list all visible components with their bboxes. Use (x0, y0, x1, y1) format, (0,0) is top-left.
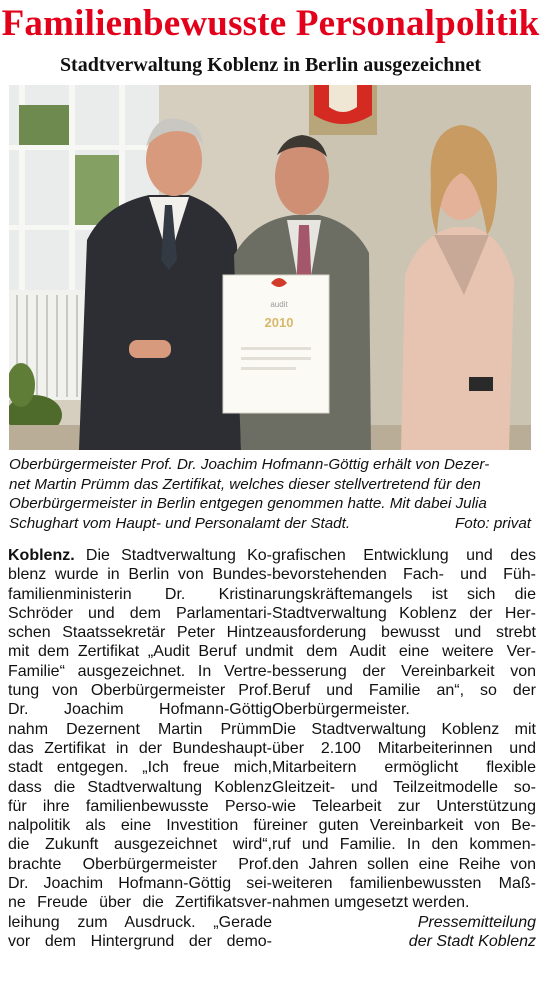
article-line: nahm Dezernent Martin Prümm (8, 720, 272, 738)
photo-credit: Foto: privat (455, 514, 531, 532)
article-line: stadt entgegen. „Ich freue mich, (8, 759, 272, 777)
article-line: den Jahren sollen eine Reihe von (272, 855, 536, 873)
headline: Familienbewusste Personalpolitik (1, 3, 540, 44)
article-line: Oberbürgermeister. (272, 701, 410, 719)
caption-line: Schughart vom Haupt- und Personalamt der Stadt. (9, 514, 351, 532)
subheadline: Stadtverwaltung Koblenz in Berlin ausgezeichnet (59, 54, 482, 76)
article-line: vor dem Hintergrund der demo- (8, 932, 272, 950)
article-line: nahmen umgesetzt werden. (272, 894, 470, 912)
article-line: bevorstehenden Fach- und Füh- (272, 566, 536, 584)
article-line: ne Freude über die Zertifikatsver- (8, 894, 272, 912)
article-line: Dr. Joachim Hofmann-Göttig sei- (8, 875, 272, 893)
article-line: dass die Stadtverwaltung Koblenz (8, 778, 272, 796)
article-line: rungskräftemangels ist sich die (272, 585, 536, 603)
article-line: ausforderung bewusst und strebt (272, 624, 536, 642)
article-line: Dr. Joachim Hofmann-Göttig (8, 701, 272, 719)
article-line: familienministerin Dr. Kristina (8, 585, 272, 603)
article-line: für ihre familienbewusste Perso- (8, 797, 272, 815)
article-line: Gleitzeit- und Teilzeitmodelle so- (272, 778, 536, 796)
caption-line: net Martin Prümm das Zertifikat, welches dieser stellvertretend für den (9, 475, 481, 493)
article-line: wie Telearbeit zur Unterstützung (272, 797, 536, 815)
article-line: das Zertifikat in der Bundeshaupt- (8, 739, 272, 757)
article-line: tung von Oberbürgermeister Prof. (8, 682, 272, 700)
photo (9, 85, 531, 450)
article-line: besserung der Vereinbarkeit von (272, 662, 536, 680)
article-line: blenz wurde in Berlin von Bundes- (8, 566, 272, 584)
article-line (8, 546, 272, 565)
article-line: grafischen Entwicklung und des (272, 547, 536, 564)
dateline: Koblenz. (8, 547, 75, 564)
press-signature: der Stadt Koblenz (408, 932, 536, 950)
caption-credit-line (9, 514, 531, 534)
article-text: Die Stadtverwaltung Ko- (74, 547, 272, 564)
article-line: Familie“ ausgezeichnet. In Vertre- (8, 662, 272, 680)
article-line: Stadtverwaltung Koblenz der Her- (272, 604, 536, 622)
article-line: Die Stadtverwaltung Koblenz mit (272, 720, 536, 738)
caption-line: Oberbürgermeister in Berlin entgegen genommen hatte. Mit dabei Julia (9, 495, 487, 512)
article-line: ruf und Familie. In den kommen- (272, 836, 536, 854)
article-line: leihung zum Ausdruck. „Gerade (8, 913, 272, 931)
photo-illustration (9, 85, 531, 450)
article-line: weiteren familienbewussten Maß- (272, 875, 536, 893)
article-line: brachte Oberbürgermeister Prof. (8, 855, 272, 873)
press-signature: Pressemitteilung (417, 913, 536, 931)
article-line: einer guten Vereinbarkeit von Be- (272, 817, 536, 835)
article-line: schen Staatssekretär Peter Hintze (8, 624, 272, 642)
article-line: über 2.100 Mitarbeiterinnen und (272, 739, 536, 757)
photo-caption (9, 455, 534, 533)
certificate-year: 2010 (264, 315, 294, 330)
article-right-column (272, 546, 536, 951)
article-line: die Zukunft ausgezeichnet wird“, (8, 836, 272, 854)
certificate-label: audit (270, 300, 288, 309)
article-line: Beruf und Familie an“, so der (272, 682, 536, 700)
article-line: Schröder und dem Parlamentari- (8, 604, 272, 622)
article-line: mit dem Zertifikat „Audit Beruf und (8, 643, 272, 661)
article-line: mit dem Audit eine weitere Ver- (272, 643, 536, 661)
caption-line: Oberbürgermeister Prof. Dr. Joachim Hofmann-Göttig erhält von Dezer- (9, 456, 490, 473)
article-left-column (8, 546, 272, 951)
article-line: Mitarbeitern ermöglicht flexible (272, 759, 536, 777)
article-line: nalpolitik als eine Investition für (8, 817, 272, 835)
